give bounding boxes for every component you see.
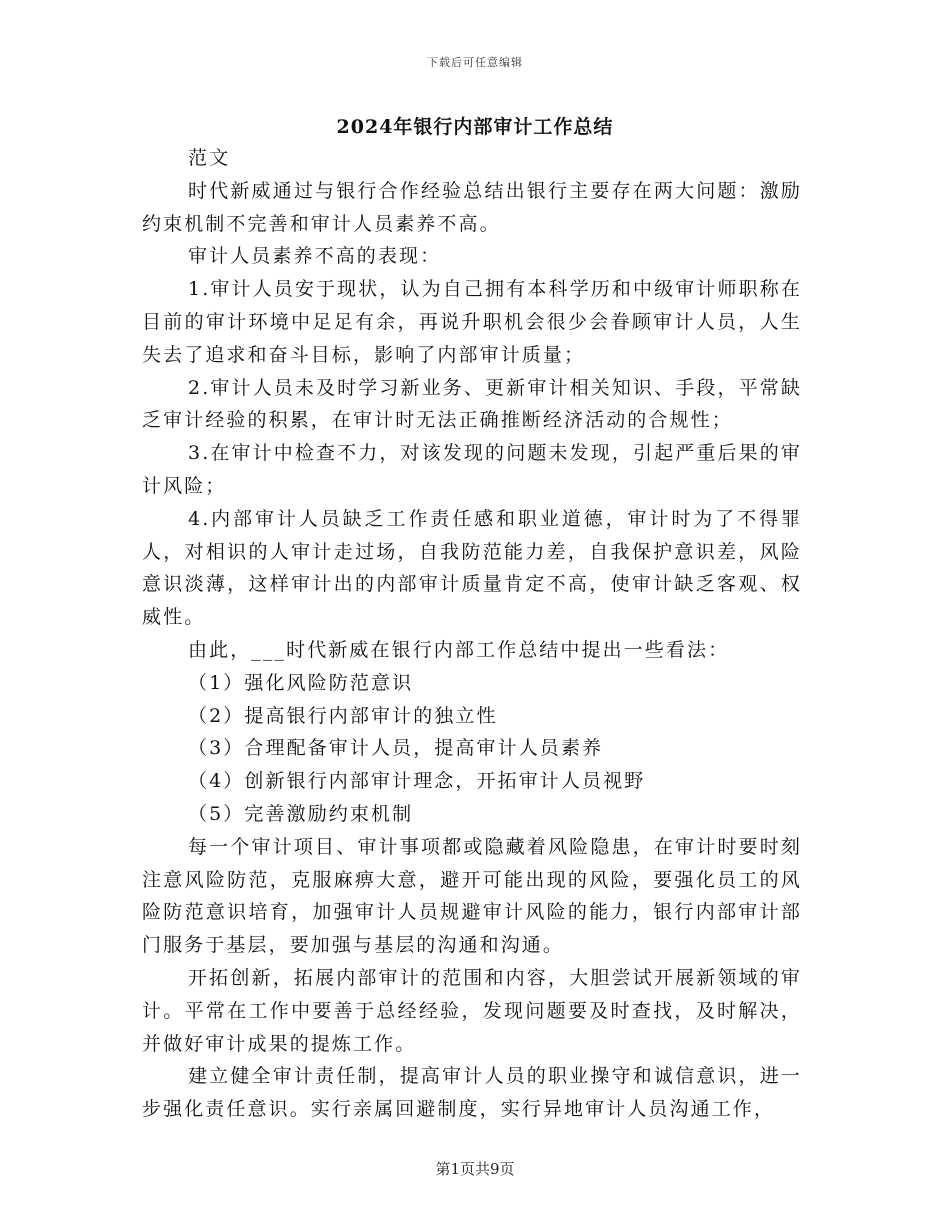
page-footer: 第1页共9页 xyxy=(435,1160,515,1178)
paragraph: 3.在审计中检查不力，对该发现的问题未发现，引起严重后果的审计风险； xyxy=(142,442,802,497)
paragraph: 每一个审计项目、审计事项都或隐藏着风险隐患，在审计时要时刻注意风险防范，克服麻痹大意，避开可能出现的风险，要强化员工的风险防范意识培育，加强审计人员规避审计风险的能力，银行内部审计部门服务于基层，要加强与基层的沟通和沟通。 xyxy=(142,835,802,957)
paragraph: 由此，___时代新威在银行内部工作总结中提出一些看法： xyxy=(188,638,730,661)
header-note: 下载后可任意编辑 xyxy=(427,56,523,69)
paragraph: 2.审计人员未及时学习新业务、更新审计相关知识、手段，平常缺乏审计经验的积累，在审计时无法正确推断经济活动的合规性； xyxy=(142,376,802,432)
paragraph-label: 范文 xyxy=(188,147,231,169)
list-item: （2）提高银行内部审计的独立性 xyxy=(188,704,498,727)
paragraph: 时代新威通过与银行合作经验总结出银行主要存在两大问题：激励约束机制不完善和审计人员素养不高。 xyxy=(142,179,802,235)
list-item: （4）创新银行内部审计理念，开拓审计人员视野 xyxy=(188,770,646,793)
paragraph: 建立健全审计责任制，提高审计人员的职业操守和诚信意识，进一步强化责任意识。实行亲属回避制度，实行异地审计人员沟通工作， xyxy=(142,1065,802,1121)
list-item: （5）完善激励约束机制 xyxy=(188,802,414,825)
list-item: （1）强化风险防范意识 xyxy=(188,671,414,694)
list-item: （3）合理配备审计人员，提高审计人员素养 xyxy=(188,737,604,760)
paragraph: 4.内部审计人员缺乏工作责任感和职业道德，审计时为了不得罪人，对相识的人审计走过场，自我防范能力差，自我保护意识差，风险意识淡薄，这样审计出的内部审计质量肯定不高，使审计缺乏客观、权威性。 xyxy=(142,507,802,629)
document-title: 2024年银行内部审计工作总结 xyxy=(336,116,614,138)
paragraph: 1.审计人员安于现状，认为自己拥有本科学历和中级审计师职称在目前的审计环境中足足有余，再说升职机会很少会眷顾审计人员，人生失去了追求和奋斗目标，影响了内部审计质量； xyxy=(142,278,802,366)
paragraph: 审计人员素养不高的表现： xyxy=(188,245,442,268)
document-body xyxy=(142,142,802,1126)
paragraph: 开拓创新，拓展内部审计的范围和内容，大胆尝试开展新领域的审计。平常在工作中要善于总经经验，发现问题要及时查找，及时解决，并做好审计成果的提炼工作。 xyxy=(142,966,802,1055)
